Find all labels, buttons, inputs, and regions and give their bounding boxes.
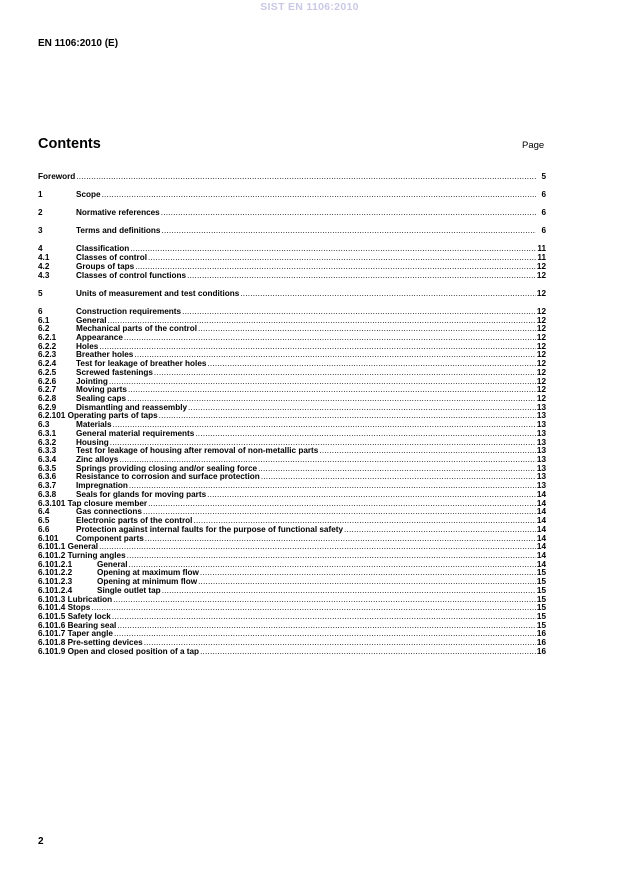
toc-leader-dots bbox=[109, 378, 536, 387]
toc-leader-dots bbox=[127, 395, 536, 404]
toc-entry-number: 5 bbox=[38, 289, 43, 298]
document-id: EN 1106:2010 (E) bbox=[38, 38, 119, 49]
toc-entry-page: 12 bbox=[536, 288, 546, 298]
watermark: SIST EN 1106:2010 bbox=[260, 1, 359, 13]
toc-entry-number: 6.101.2.1 bbox=[38, 560, 73, 569]
toc-entry-number: 6.2.9 bbox=[38, 403, 57, 412]
toc-entry-number: 1 bbox=[38, 191, 43, 200]
toc-entry-page: 12 bbox=[536, 332, 546, 342]
toc-entry-number: 6.101.2 bbox=[38, 550, 68, 560]
toc-entry-title: Component parts bbox=[76, 533, 144, 543]
toc-leader-dots bbox=[261, 473, 536, 482]
toc-entry-page: 15 bbox=[536, 611, 546, 621]
toc-entry-number: 6.4 bbox=[38, 508, 50, 517]
toc-entry-title: Open and closed position of a tap bbox=[67, 646, 200, 656]
toc-entry-title: Test for leakage of breather holes bbox=[76, 359, 207, 369]
toc-leader-dots bbox=[240, 290, 536, 299]
toc-entry[interactable] bbox=[38, 604, 546, 613]
toc-entry-title: Units of measurement and test conditions bbox=[76, 288, 240, 298]
toc-leader-dots bbox=[112, 613, 536, 622]
toc-entry-title: Appearance bbox=[76, 332, 123, 342]
toc-entry-page: 11 bbox=[537, 253, 546, 263]
toc-entry-page: 13 bbox=[536, 428, 546, 438]
toc-entry-number: 6.2.7 bbox=[38, 386, 57, 395]
toc-entry[interactable] bbox=[38, 535, 546, 544]
toc-entry-number: 6.2.5 bbox=[38, 368, 57, 377]
toc-entry-title: Moving parts bbox=[76, 385, 127, 395]
toc-entry[interactable] bbox=[38, 369, 546, 378]
toc-leader-dots bbox=[148, 500, 536, 509]
toc-entry-number: 4 bbox=[38, 245, 43, 254]
toc-entry[interactable] bbox=[38, 412, 546, 421]
toc-entry-number: 6.101.1 bbox=[38, 542, 68, 552]
toc-entry-number: 4.3 bbox=[38, 271, 50, 280]
toc-entry-page: 6 bbox=[541, 190, 546, 200]
toc-entry[interactable] bbox=[38, 272, 546, 281]
toc-entry[interactable] bbox=[38, 430, 546, 439]
toc-entry-title: Opening at maximum flow bbox=[97, 568, 199, 578]
toc-entry-title: Housing bbox=[76, 437, 109, 447]
toc-entry-title: Classes of control bbox=[76, 253, 147, 263]
toc-entry-number: 6.101.6 bbox=[38, 620, 68, 630]
toc-entry[interactable] bbox=[38, 622, 546, 631]
contents-heading: Contents bbox=[38, 136, 101, 152]
toc-entry-page: 6 bbox=[541, 226, 546, 236]
toc-entry-number: 6.2.4 bbox=[38, 360, 57, 369]
toc-entry[interactable] bbox=[38, 290, 546, 299]
toc-entry-title: Classes of control functions bbox=[76, 270, 187, 280]
toc-entry-number: 3 bbox=[38, 227, 43, 236]
toc-entry-title: Electronic parts of the control bbox=[76, 516, 193, 526]
toc-entry-number: 6.101 bbox=[38, 534, 59, 543]
toc-leader-dots bbox=[144, 639, 536, 648]
toc-entry-page: 14 bbox=[536, 516, 546, 526]
toc-entry-title: General bbox=[97, 559, 128, 569]
toc-entry-page: 12 bbox=[536, 367, 546, 377]
toc-entry-number: 6.101.2.3 bbox=[38, 578, 73, 587]
toc-entry-number: 6.2 bbox=[38, 325, 50, 334]
toc-leader-dots bbox=[195, 430, 536, 439]
toc-leader-dots bbox=[198, 578, 536, 587]
toc-entry-title: Normative references bbox=[76, 208, 160, 218]
toc-entry-title: Gas connections bbox=[76, 507, 142, 517]
toc-entry[interactable] bbox=[38, 308, 546, 317]
toc-entry-title: Turning angles bbox=[67, 550, 126, 560]
toc-entry-number: 6.2.101 bbox=[38, 411, 68, 421]
toc-entry-title: Resistance to corrosion and surface protection bbox=[76, 472, 260, 482]
toc-entry-page: 12 bbox=[536, 324, 546, 334]
toc-leader-dots bbox=[188, 404, 536, 413]
toc-entry-number: 6.3.101 bbox=[38, 498, 68, 508]
toc-entry-number: 6.3.5 bbox=[38, 464, 57, 473]
toc-entry-title: Breather holes bbox=[76, 350, 134, 360]
toc-entry-title: Stops bbox=[67, 603, 91, 613]
toc-entry-title: Pre-setting devices bbox=[67, 638, 143, 648]
toc-entry-number: 6.3.1 bbox=[38, 429, 57, 438]
toc-entry-number: 6.3.3 bbox=[38, 447, 57, 456]
toc-leader-dots bbox=[76, 173, 536, 182]
toc-leader-dots bbox=[99, 343, 536, 352]
toc-entry-title: General bbox=[76, 315, 107, 325]
toc-entry-title: Bearing seal bbox=[67, 620, 117, 630]
toc-leader-dots bbox=[130, 245, 536, 254]
toc-entry-page: 16 bbox=[536, 629, 546, 639]
toc-leader-dots bbox=[200, 569, 536, 578]
toc-entry-page: 14 bbox=[536, 559, 546, 569]
toc-entry-number: 6.101.5 bbox=[38, 611, 68, 621]
toc-entry-page: 13 bbox=[536, 481, 546, 491]
toc-leader-dots bbox=[258, 465, 536, 474]
toc-entry-title: Protection against internal faults for the purpose of functional safety bbox=[76, 524, 344, 534]
toc-entry-number: 6.5 bbox=[38, 517, 50, 526]
toc-entry-page: 14 bbox=[536, 542, 546, 552]
toc-entry-title: Test for leakage of housing after removal of non-metallic parts bbox=[76, 446, 319, 456]
toc-leader-dots bbox=[148, 254, 536, 263]
toc-entry-number: 6.101.2.4 bbox=[38, 586, 73, 595]
toc-entry-page: 13 bbox=[536, 437, 546, 447]
toc-entry-page: 12 bbox=[536, 376, 546, 386]
toc-leader-dots bbox=[143, 508, 536, 517]
toc-leader-dots bbox=[113, 596, 536, 605]
toc-entry-page: 14 bbox=[536, 507, 546, 517]
toc-entry[interactable] bbox=[38, 209, 546, 218]
toc-entry-page: 12 bbox=[536, 315, 546, 325]
toc-entry-number: 6.3.2 bbox=[38, 438, 57, 447]
toc-entry-page: 13 bbox=[536, 402, 546, 412]
toc-entry-title: Single outlet tap bbox=[97, 585, 161, 595]
toc-leader-dots bbox=[102, 191, 536, 200]
toc-entry-page: 12 bbox=[536, 385, 546, 395]
toc-entry-title: Holes bbox=[76, 341, 99, 351]
toc-entry-page: 11 bbox=[537, 244, 546, 254]
toc-leader-dots bbox=[114, 630, 536, 639]
toc-entry-number: 2 bbox=[38, 209, 43, 218]
toc-entry-number: 6.3.7 bbox=[38, 482, 57, 491]
toc-entry-number: 6.2.2 bbox=[38, 342, 57, 351]
toc-entry-number: 6.2.6 bbox=[38, 377, 57, 386]
toc-leader-dots bbox=[207, 491, 536, 500]
toc-entry[interactable] bbox=[38, 587, 546, 596]
toc-entry[interactable] bbox=[38, 191, 546, 200]
toc-leader-dots bbox=[200, 648, 536, 657]
toc-entry-page: 14 bbox=[536, 524, 546, 534]
toc-entry-title: Classification bbox=[76, 244, 130, 254]
toc-entry-page: 16 bbox=[536, 646, 546, 656]
toc-entry-title: Sealing caps bbox=[76, 394, 127, 403]
toc-entry-title: General bbox=[67, 542, 99, 552]
toc-entry-page: 15 bbox=[536, 577, 546, 587]
toc-entry-page: 15 bbox=[536, 594, 546, 604]
toc-entry-page: 13 bbox=[536, 455, 546, 465]
toc-entry-number: 6.101.8 bbox=[38, 638, 68, 648]
toc-leader-dots bbox=[145, 535, 536, 544]
toc-entry-title: General material requirements bbox=[76, 428, 195, 438]
toc-entry-title: Springs providing closing and/or sealing force bbox=[76, 463, 258, 473]
toc-entry-title: Opening at minimum flow bbox=[97, 577, 198, 587]
toc-leader-dots bbox=[207, 360, 535, 369]
toc-entry-page: 13 bbox=[536, 411, 546, 421]
toc-entry-title: Zinc alloys bbox=[76, 455, 119, 465]
toc-entry[interactable] bbox=[38, 173, 546, 182]
toc-entry[interactable] bbox=[38, 596, 546, 605]
toc-leader-dots bbox=[124, 334, 536, 343]
toc-entry-page: 13 bbox=[536, 463, 546, 473]
toc-entry-number: 4.1 bbox=[38, 254, 50, 263]
toc-entry[interactable] bbox=[38, 648, 546, 657]
toc-entry-page: 14 bbox=[536, 489, 546, 499]
toc-entry-page: 12 bbox=[536, 341, 546, 351]
toc-entry-page: 15 bbox=[536, 568, 546, 578]
toc-entry-title: Jointing bbox=[76, 376, 108, 386]
toc-entry-page: 12 bbox=[536, 270, 546, 280]
toc-entry-title: Foreword bbox=[38, 172, 76, 181]
toc-entry-title: Materials bbox=[76, 420, 112, 430]
toc-entry-page: 14 bbox=[536, 533, 546, 543]
toc-leader-dots bbox=[117, 622, 536, 631]
toc-entry-title: Dismantling and reassembly bbox=[76, 402, 188, 412]
toc-entry-page: 5 bbox=[541, 172, 546, 181]
toc-entry-title: Tap closure member bbox=[67, 498, 148, 508]
toc-leader-dots bbox=[198, 325, 536, 334]
toc-leader-dots bbox=[127, 552, 536, 561]
toc-entry-page: 13 bbox=[536, 472, 546, 482]
toc-entry-page: 16 bbox=[536, 638, 546, 648]
toc-leader-dots bbox=[91, 604, 536, 613]
toc-entry-page: 12 bbox=[536, 394, 546, 403]
toc-entry-page: 15 bbox=[536, 585, 546, 595]
toc-entry-number: 4.2 bbox=[38, 262, 50, 271]
toc-entry-number: 6.3.8 bbox=[38, 490, 57, 499]
page-number: 2 bbox=[38, 836, 44, 847]
toc-entry-number: 6.101.9 bbox=[38, 646, 68, 656]
toc-entry-title: Mechanical parts of the control bbox=[76, 324, 198, 334]
toc-entry-title: Scope bbox=[76, 190, 101, 200]
toc-entry-title: Screwed fastenings bbox=[76, 367, 153, 377]
toc-entry-number: 6 bbox=[38, 307, 43, 316]
toc-entry-page: 13 bbox=[536, 420, 546, 430]
table-of-contents bbox=[38, 173, 546, 657]
toc-entry-title: Operating parts of taps bbox=[67, 411, 158, 421]
toc-entry-number: 6.2.8 bbox=[38, 395, 57, 403]
toc-entry-title: Taper angle bbox=[67, 629, 113, 639]
toc-leader-dots bbox=[182, 308, 536, 317]
toc-entry-page: 14 bbox=[536, 498, 546, 508]
toc-entry-page: 6 bbox=[541, 208, 546, 218]
toc-entry-page: 12 bbox=[536, 359, 546, 369]
toc-entry-page: 13 bbox=[536, 446, 546, 456]
page-column-label: Page bbox=[522, 140, 545, 151]
toc-entry-number: 6.101.4 bbox=[38, 603, 68, 613]
toc-entry-label bbox=[38, 648, 199, 657]
toc-entry-page: 12 bbox=[536, 261, 546, 271]
toc-leader-dots bbox=[154, 369, 536, 378]
toc-entry-page: 15 bbox=[536, 620, 546, 630]
toc-entry-page: 14 bbox=[536, 550, 546, 560]
toc-leader-dots bbox=[344, 526, 536, 535]
toc-entry-title: Lubrication bbox=[67, 594, 113, 604]
toc-entry-number: 6.3.4 bbox=[38, 456, 57, 465]
toc-entry-page: 12 bbox=[536, 350, 546, 360]
toc-entry-title: Construction requirements bbox=[76, 306, 182, 316]
toc-entry-number: 6.2.1 bbox=[38, 333, 57, 342]
toc-entry-title: Safety lock bbox=[67, 611, 111, 621]
toc-leader-dots bbox=[128, 386, 536, 395]
toc-entry-number: 6.101.3 bbox=[38, 594, 68, 604]
toc-leader-dots bbox=[319, 447, 536, 456]
toc-entry-title: Impregnation bbox=[76, 481, 128, 491]
toc-leader-dots bbox=[162, 587, 536, 596]
toc-entry-page: 12 bbox=[536, 306, 546, 316]
toc-entry-number: 6.2.3 bbox=[38, 351, 57, 360]
toc-leader-dots bbox=[161, 227, 536, 236]
toc-entry-number: 6.3.6 bbox=[38, 473, 57, 482]
toc-entry-title: Terms and definitions bbox=[76, 226, 161, 236]
toc-entry-number: 6.3 bbox=[38, 421, 50, 430]
toc-entry-number: 6.1 bbox=[38, 316, 50, 325]
toc-entry[interactable] bbox=[38, 227, 546, 236]
toc-leader-dots bbox=[99, 543, 536, 552]
toc-entry[interactable] bbox=[38, 334, 546, 343]
toc-leader-dots bbox=[135, 263, 536, 272]
toc-leader-dots bbox=[161, 209, 536, 218]
toc-entry-page: 15 bbox=[536, 603, 546, 613]
toc-entry-number: 6.101.7 bbox=[38, 629, 68, 639]
toc-entry-title: Seals for glands for moving parts bbox=[76, 489, 207, 499]
toc-entry-title: Groups of taps bbox=[76, 261, 135, 271]
toc-leader-dots bbox=[159, 412, 536, 421]
toc-entry-number: 6.101.2.2 bbox=[38, 569, 73, 578]
toc-entry-number: 6.6 bbox=[38, 525, 50, 534]
toc-leader-dots bbox=[187, 272, 536, 281]
toc-entry-label bbox=[38, 173, 75, 182]
